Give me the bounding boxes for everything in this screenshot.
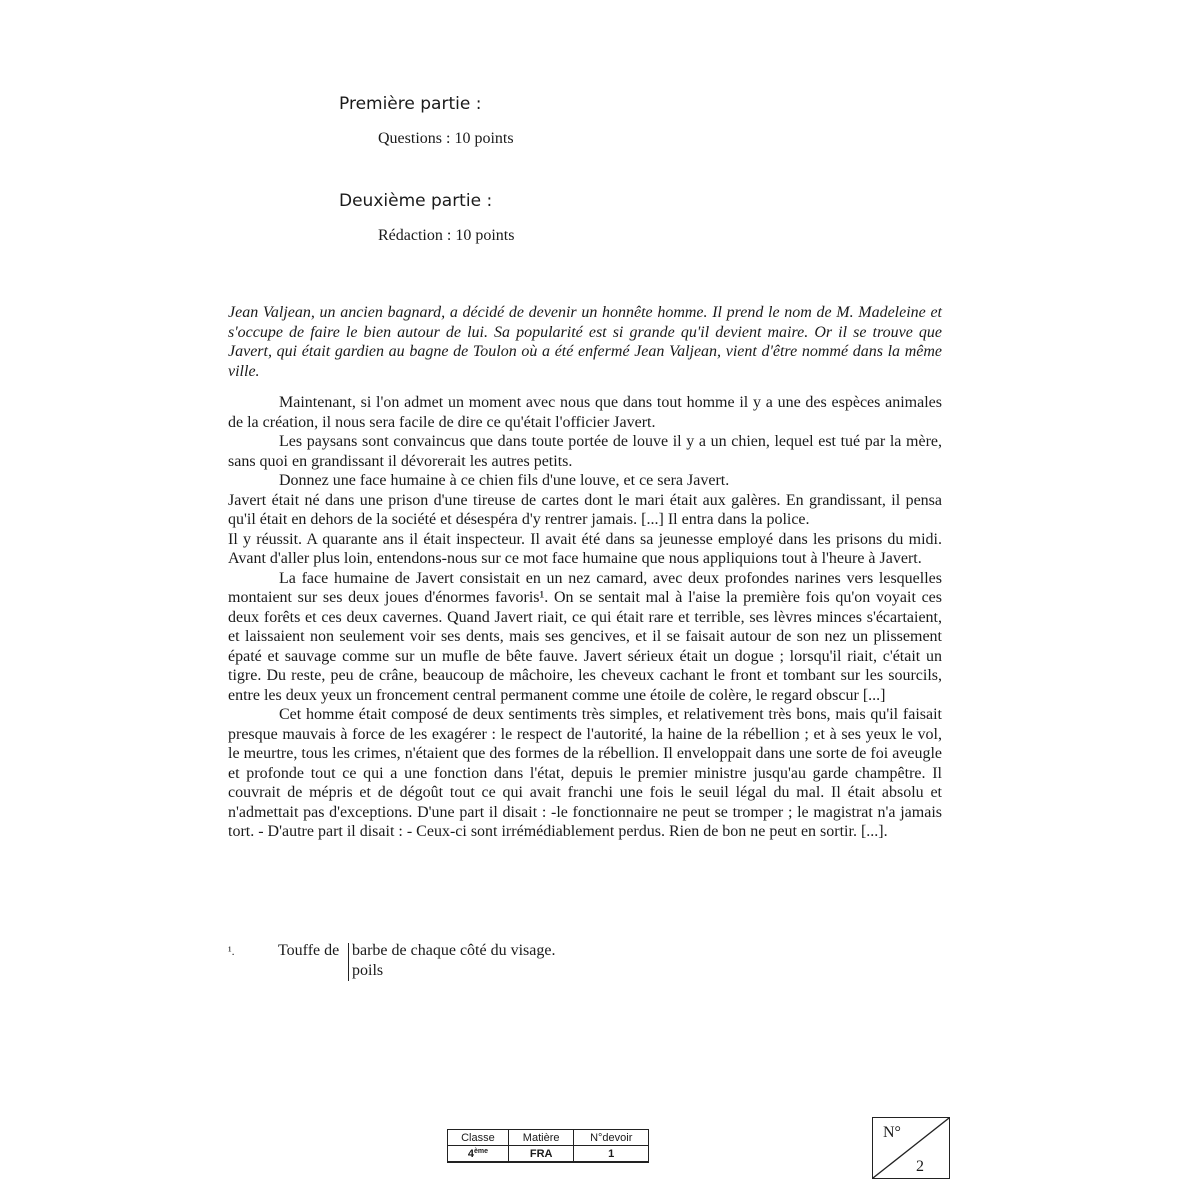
table-header-classe: Classe <box>448 1130 509 1146</box>
footnote-line-1: barbe de chaque côté du visage. <box>352 942 556 959</box>
footnote-lead: Touffe de <box>278 942 340 959</box>
footnote-mark: ¹. <box>228 944 235 958</box>
part2-heading: Deuxième partie : <box>339 191 493 211</box>
classe-value: 4 <box>467 1147 474 1160</box>
passage-text <box>228 393 942 842</box>
footnote-line-2: poils <box>352 962 384 979</box>
footnote-brace <box>348 943 349 981</box>
passage-paragraph: Cet homme était composé de deux sentiments très simples, et relativement très bons, mais qu'il faisait presque mauvais à force de les exagérer : le respect de l'autorité, la haine de la rébellion ; et à ses yeux le vol, le meurtre, tous les crimes, n'étaient que des formes de la rébellion. Il enveloppait dans une sorte de foi aveugle et profonde tout ce qui a une fonction dans l'état, depuis le premier ministre jusqu'au garde champêtre. Il couvrait de mépris et de dégoût tout ce qui avait franchi une fois le seuil légal du mal. Il était absolu et n'admettait pas d'exceptions. D'une part il disait : -le fonctionnaire ne peut se tromper ; le magistrat n'a jamais tort. - D'autre part il disait : - Ceux-ci sont irrémédiablement perdus. Rien de bon ne peut en sortir. [...]. <box>228 706 942 840</box>
classe-superscript: ème <box>473 1147 488 1155</box>
number-value: 2 <box>916 1158 924 1175</box>
table-cell-matiere: FRA <box>508 1146 574 1163</box>
table-header-devoir: N°devoir <box>574 1130 649 1146</box>
table-cell-devoir: 1 <box>574 1146 649 1163</box>
passage-paragraph: Maintenant, si l'on admet un moment avec nous que dans tout homme il y a une des espèces animales de la création, il nous sera facile de dire ce qu'était l'officier Javert. <box>228 394 942 431</box>
page-number-box <box>872 1117 950 1179</box>
passage-paragraph: Donnez une face humaine à ce chien fils d'une louve, et ce sera Javert. <box>279 472 730 489</box>
number-label: N° <box>883 1124 901 1141</box>
passage-paragraph: La face humaine de Javert consistait en un nez camard, avec deux profondes narines vers lesquelles montaient sur ses deux joues d'énormes favoris¹. On se sentait mal à l'aise la première fois qu'on voyait ces deux forêts et ces deux cavernes. Quand Javert riait, ce qui était rare et terrible, ses lèvres minces s'écartaient, et laissaient non seulement voir ses dents, mais ses gencives, et il se faisait autour de son nez un plissement épaté et sauvage comme sur un mufle de bête fauve. Javert sérieux était un dogue ; lorsqu'il riait, c'était un tigre. Du reste, peu de crâne, beaucoup de mâchoire, les cheveux cachant le front et tombant sur les sourcils, entre les deux yeux un froncement central permanent comme une étoile de colère, le regard obscur [...] <box>228 569 942 704</box>
passage-paragraph: Il y réussit. A quarante ans il était inspecteur. Il avait été dans sa jeunesse employé dans les prisons du midi. Avant d'aller plus loin, entendons-nous sur ce mot face humaine que nous appliquions tout à l'heure à Javert. <box>228 530 942 567</box>
part1-heading: Première partie : <box>339 94 482 114</box>
table-cell-classe <box>448 1146 509 1163</box>
passage-paragraph: Les paysans sont convaincus que dans toute portée de louve il y a un chien, lequel est tué par la mère, sans quoi en grandissant il dévorerait les autres petits. <box>228 433 942 470</box>
passage-paragraph: Javert était né dans une prison d'une tireuse de cartes dont le mari était aux galères. En grandissant, il pensa qu'il était en dehors de la société et désespéra d'y rentrer jamais. [...] Il entra dans la police. <box>228 491 942 528</box>
part2-points: Rédaction : 10 points <box>378 227 515 244</box>
part1-points: Questions : 10 points <box>378 130 514 147</box>
intro-paragraph: Jean Valjean, un ancien bagnard, a décidé de devenir un honnête homme. Il prend le nom de M. Madeleine et s'occupe de faire le bien autour de lui. Sa popularité est si grande qu'il devient maire. Or il se trouve que Javert, qui était gardien au bagne de Toulon où a été enfermé Jean Valjean, vient d'être nommé dans la même ville. <box>228 304 942 380</box>
table-header-matiere: Matière <box>508 1130 574 1146</box>
assignment-info-table <box>447 1129 649 1163</box>
